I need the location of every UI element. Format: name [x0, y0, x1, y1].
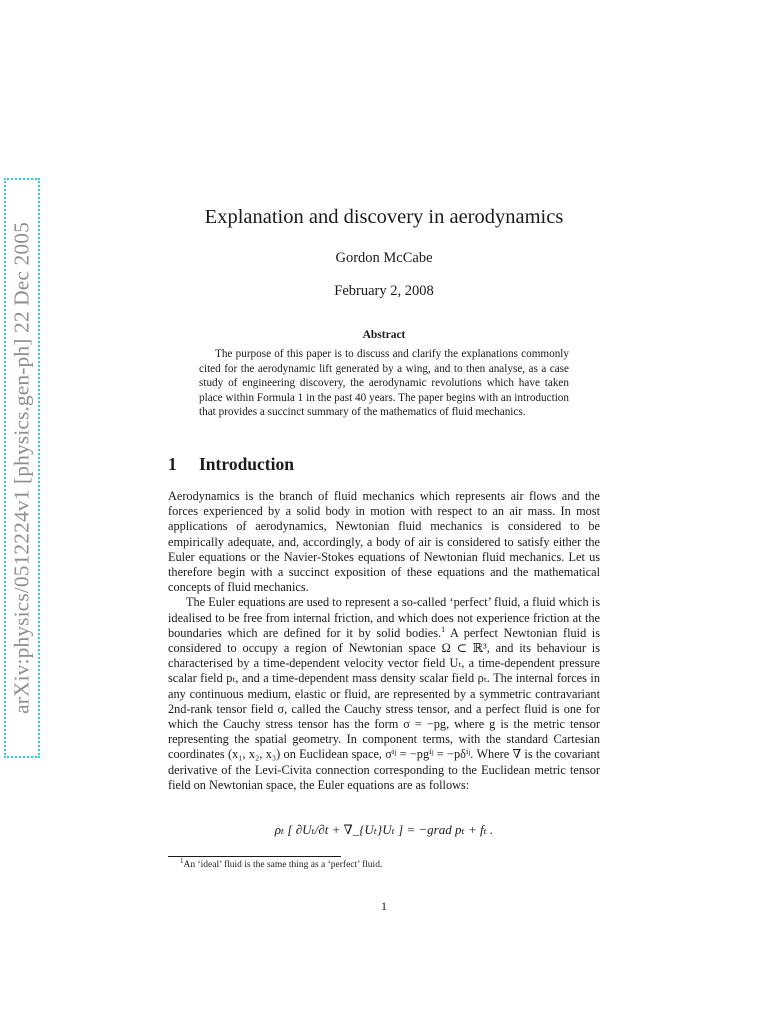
section-number: 1: [168, 454, 177, 474]
abstract-heading: Abstract: [362, 329, 406, 341]
paragraph-text: A perfect Newtonian fluid is considered to occupy a region of Newtonian space Ω ⊂ ℝ³, and its behaviour is characterised by a time-dependent velocity vector field Uₜ, a time-dependent pressure scalar field pₜ, and a time-dependent mass density scalar field ρₜ. The internal forces in any continuous medium, elastic or fluid, are represented by a symmetric contravariant 2nd-rank tensor field σ, called the Cauchy stress tensor, and a perfect fluid is one for which the Cauchy stress tensor has the form σ = −pg, where g is the metric tensor representing the spatial geometry. In component terms, with the standard Cartesian coordinates (x₁, x₂, x₃) on Euclidean space, σⁱʲ = −pgⁱʲ = −pδⁱʲ. Where ∇ is the covariant derivative of the Levi-Civita connection corresponding to the Euclidean metric tensor field on Newtonian space, the Euler equations are as follows:: [168, 625, 601, 792]
footnote: [180, 856, 383, 870]
section-heading: [168, 454, 294, 475]
author-name: Gordon McCabe: [335, 250, 433, 266]
paper-date: February 2, 2008: [334, 283, 434, 299]
section-title: Introduction: [199, 454, 294, 474]
euler-equation: ρₜ [ ∂Uₜ/∂t + ∇_{Uₜ}Uₜ ] = −grad pₜ + fₜ .: [274, 822, 494, 837]
footnote-marker: 1: [441, 624, 446, 634]
footnote-rule: [168, 856, 341, 857]
section-body: [168, 489, 600, 793]
paragraph: Aerodynamics is the branch of fluid mechanics which represents air flows and the forces experienced by a solid body in motion with respect to an air mass. In most applications of aerodynamics, Newtonian fluid mechanics is considered to be empirically adequate, and, accordingly, a body of air is considered to satisfy either the Euler equations or the Navier-Stokes equations of Newtonian fluid mechanics. Let us therefore begin with a succinct exposition of these equations and the mathematical concepts of fluid mechanics.: [168, 489, 600, 595]
footnote-text: An ‘ideal’ fluid is the same thing as a ‘perfect’ fluid.: [183, 860, 383, 870]
paper-title: Explanation and discovery in aerodynamics: [204, 206, 564, 228]
paragraph: [168, 595, 600, 793]
arxiv-identifier-text: arXiv:physics/0512224v1 [physics.gen-ph] 22 Dec 2005: [9, 222, 34, 714]
paragraph-text: The Euler equations are used to represent a so-called ‘perfect’ fluid, a fluid which is idealised to be free from internal friction, and which does not experience friction at the boundaries which are defined for it by solid bodies.: [168, 595, 600, 640]
footnote-number: 1: [180, 856, 184, 865]
abstract-text: The purpose of this paper is to discuss and clarify the explanations commonly cited for the aerodynamic lift generated by a wing, and to then analyse, as a case study of engineering discovery, the aerodynamic revolutions which have taken place within Formula 1 in the past 40 years. The paper begins with an introduction that provides a succinct summary of the mathematics of fluid mechanics.: [199, 348, 569, 418]
page-number: 1: [381, 899, 387, 913]
